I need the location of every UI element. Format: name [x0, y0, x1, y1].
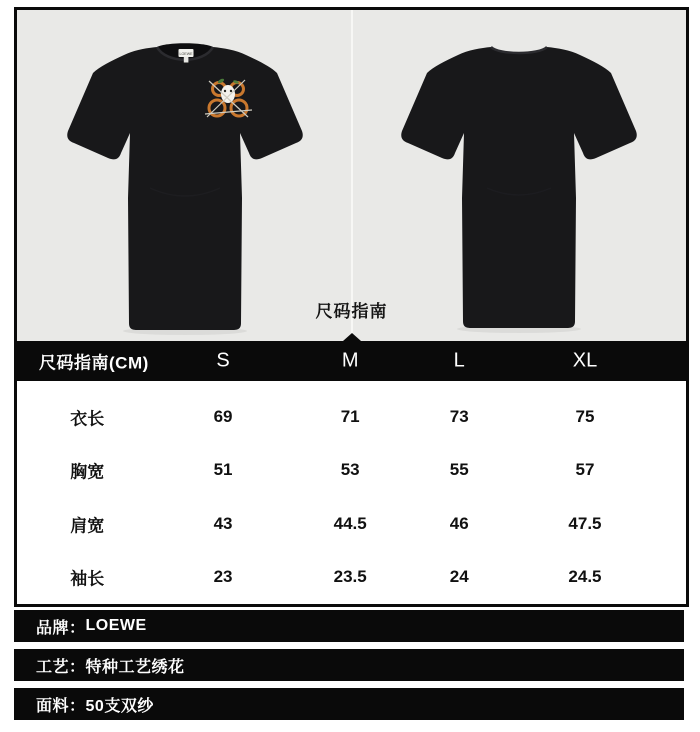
tshirt-front-body — [67, 47, 303, 330]
info-bar-value: 特种工艺绣花 — [85, 658, 185, 676]
cell-value: 24 — [449, 567, 469, 587]
size-column-s: S — [216, 349, 230, 372]
size-table-header-label: 尺码指南(CM) — [39, 353, 149, 373]
table-row-sleeve — [17, 551, 686, 605]
cell-value: 47.5 — [568, 513, 602, 533]
cell-value: 23 — [213, 567, 233, 587]
table-row-length — [17, 390, 686, 444]
info-bar-label: 面料： — [36, 697, 86, 715]
info-bar-value: LOEWE — [85, 617, 147, 634]
row-label: 胸宽 — [70, 462, 105, 482]
cell-value: 69 — [213, 406, 233, 426]
cell-value: 51 — [213, 460, 233, 480]
size-guide-title: 尺码指南 — [315, 302, 388, 321]
cell-value: 57 — [575, 460, 595, 480]
info-bar-craft — [14, 649, 684, 681]
info-bar-brand — [14, 610, 684, 642]
cell-value: 23.5 — [333, 567, 367, 587]
table-row-chest — [17, 444, 686, 498]
product-info-bars — [14, 610, 684, 727]
image-divider — [351, 10, 353, 341]
neck-label-text: LOEWE — [179, 52, 193, 56]
tshirt-back-body — [401, 47, 637, 328]
product-frame — [14, 7, 689, 607]
pointer-up-triangle-icon — [343, 333, 361, 341]
size-table-body — [17, 381, 686, 604]
cell-value: 73 — [449, 406, 469, 426]
product-images-section — [17, 10, 686, 341]
cell-value: 71 — [340, 406, 360, 426]
info-bar-fabric — [14, 688, 684, 720]
cell-value: 55 — [449, 460, 469, 480]
cell-value: 46 — [449, 513, 469, 533]
size-table-header — [17, 341, 686, 381]
table-row-shoulder — [17, 497, 686, 551]
front-tshirt-image — [17, 10, 352, 341]
info-bar-label: 工艺： — [36, 658, 86, 676]
info-bar-value: 50支双纱 — [85, 697, 154, 715]
row-label: 衣长 — [70, 409, 105, 429]
cell-value: 43 — [213, 513, 233, 533]
size-column-m: M — [341, 349, 359, 372]
size-column-l: L — [453, 349, 465, 372]
row-label: 袖长 — [70, 569, 105, 589]
row-label: 肩宽 — [70, 516, 105, 536]
cell-value: 24.5 — [568, 567, 602, 587]
back-tshirt-graphic — [389, 38, 649, 338]
cell-value: 44.5 — [333, 513, 367, 533]
cell-value: 75 — [575, 406, 595, 426]
front-tshirt-graphic — [55, 38, 315, 338]
cell-value: 53 — [340, 460, 360, 480]
info-bar-label: 品牌： — [36, 619, 86, 637]
back-tshirt-image — [352, 10, 687, 341]
size-column-xl: XL — [572, 349, 598, 372]
